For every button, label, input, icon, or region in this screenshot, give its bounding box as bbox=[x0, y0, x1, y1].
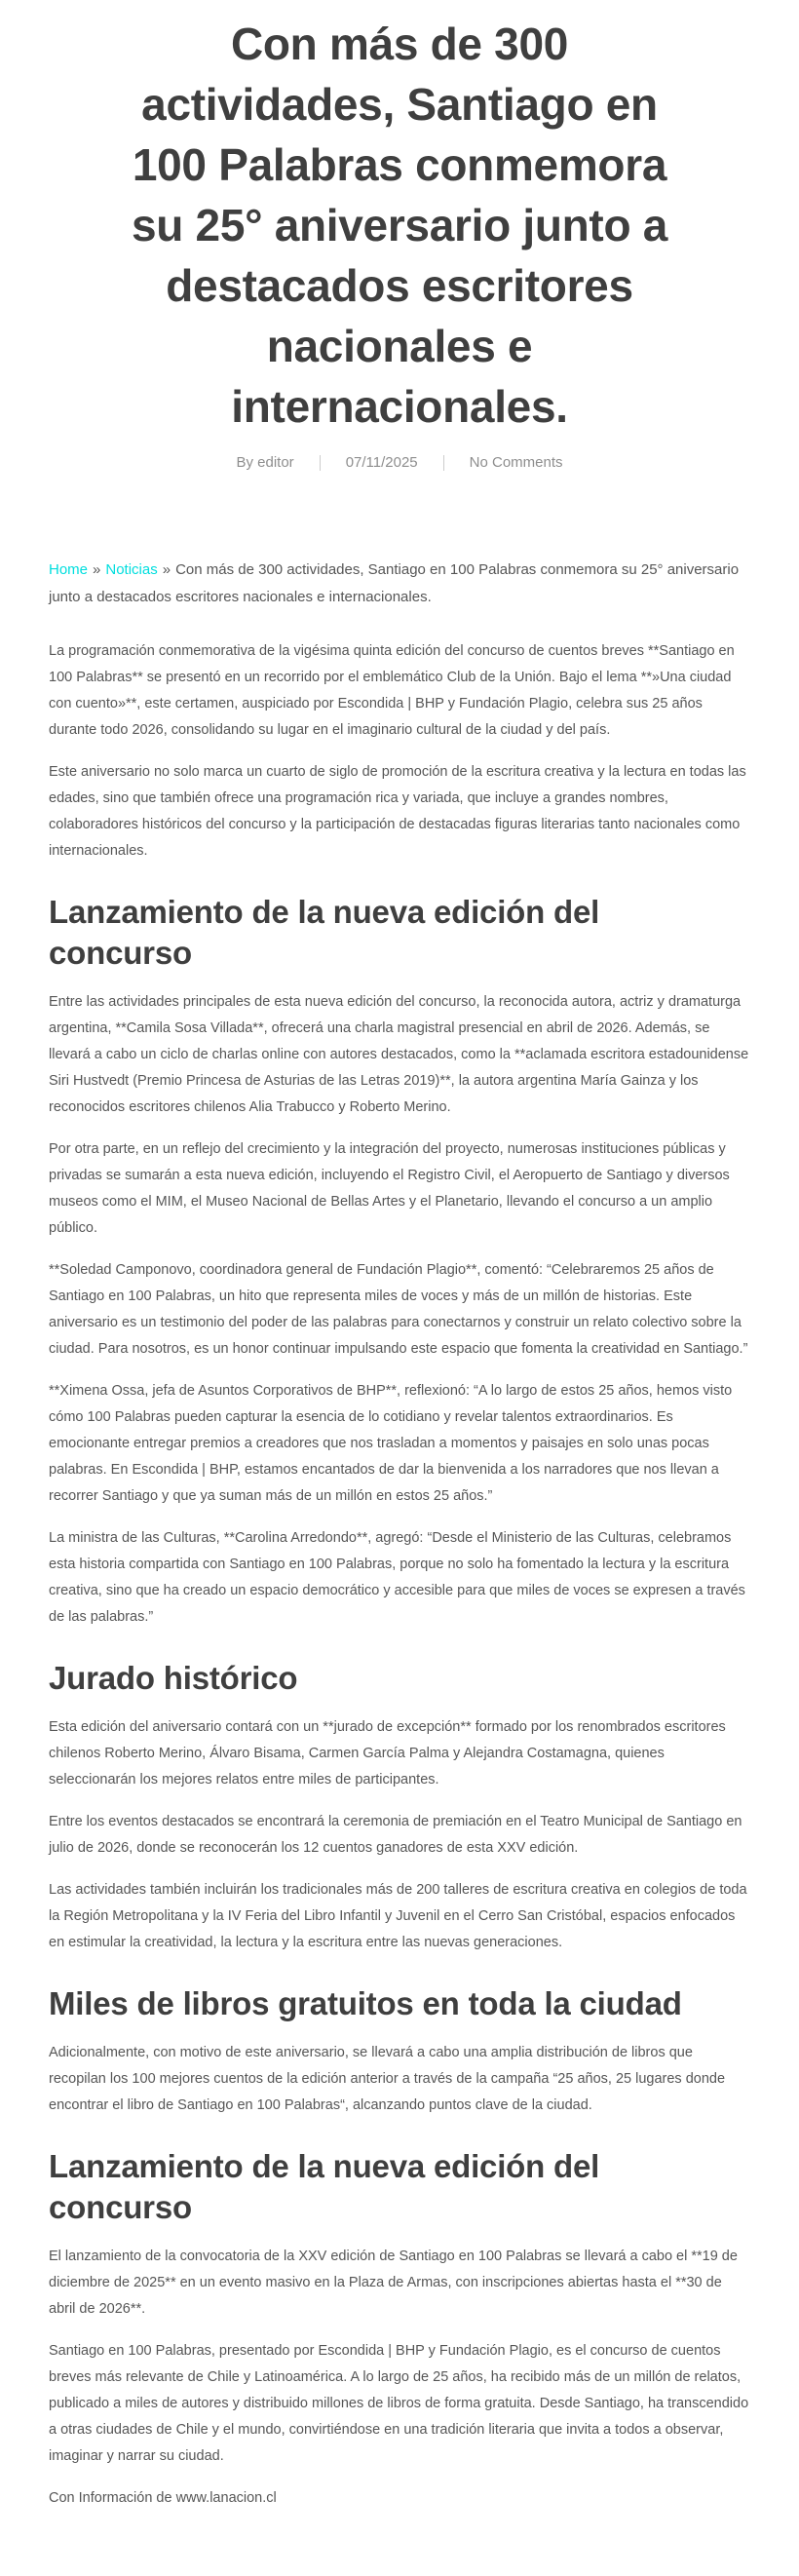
section-heading: Jurado histórico bbox=[49, 1660, 298, 1696]
article-paragraph: Con Información de www.lanacion.cl bbox=[49, 2490, 277, 2506]
article-paragraph: Santiago en 100 Palabras, presentado por Escondida | BHP y Fundación Plagio, es el concurso de cuentos breves más relevante de Chile y Latinoamérica. A lo largo de 25 años, ha recibido más de un millón de relatos, publicado a miles de autores y distribuido millones de libros de forma gratuita. Desde Santiago, ha transcendido a otras ciudades de Chile y el mundo, convirtiéndose en una tradición literaria que invita a todos a observar, imaginar y narrar su ciudad. bbox=[49, 2343, 749, 2464]
article-paragraph: Esta edición del aniversario contará con un **jurado de excepción** formado por los renombrados escritores chilenos Roberto Merino, Álvaro Bisama, Carmen García Palma y Alejandra Costamagna, quienes seleccionarán los mejores relatos entre miles de participantes. bbox=[49, 1719, 726, 1788]
section-heading: Lanzamiento de la nueva edición del concurso bbox=[49, 894, 600, 971]
article-paragraph: La programación conmemorativa de la vigésima quinta edición del concurso de cuentos breves **Santiago en 100 Palabras** se presentó en un recorrido por el emblemático Club de la Unión. Bajo el lema **»Una ciudad con cuento»**, este certamen, auspiciado por Escondida | BHP y Fundación Plagio, celebra sus 25 años durante todo 2026, consolidando su lugar en el imaginario cultural de la ciudad y del país. bbox=[49, 643, 735, 738]
article-body bbox=[49, 638, 750, 2512]
post-title: Con más de 300 actividades, Santiago en 100 Palabras conmemora su 25° aniversario junto a destacados escritores nacionales e internacionales. bbox=[131, 19, 668, 432]
byline-separator bbox=[320, 455, 321, 471]
byline-author-link[interactable]: By editor bbox=[236, 454, 294, 471]
breadcrumb-noticias-link[interactable]: Noticias bbox=[105, 561, 158, 578]
section-heading: Lanzamiento de la nueva edición del concurso bbox=[49, 2148, 600, 2225]
breadcrumb-home-link[interactable]: Home bbox=[49, 561, 89, 578]
byline-date: 07/11/2025 bbox=[345, 454, 418, 471]
article-paragraph: **Ximena Ossa, jefa de Asuntos Corporativos de BHP**, reflexionó: “A lo largo de estos 25 años, hemos visto cómo 100 Palabras pueden capturar la esencia de lo cotidiano y revelar talentos extraordinarios. Es emocionante entregar premios a creadores que nos trasladan a momentos y paisajes en solo unas pocas palabras. En Escondida | BHP, estamos encantados de dar la bienvenida a los narradores que nos llevan a recorrer Santiago y que ya suman más de un millón en estos 25 años.” bbox=[49, 1383, 733, 1504]
article-paragraph: Este aniversario no solo marca un cuarto de siglo de promoción de la escritura creativa y la lectura en todas las edades, sino que también ofrece una programación rica y variada, que incluye a grandes nombres, colaboradores históricos del concurso y la participación de destacadas figuras literarias tanto nacionales como internacionales. bbox=[49, 764, 746, 859]
article-paragraph: Por otra parte, en un reflejo del crecimiento y la integración del proyecto, numerosas instituciones públicas y privadas se sumarán a esta nueva edición, incluyendo el Registro Civil, el Aeropuerto de Santiago y diversos museos como el MIM, el Museo Nacional de Bellas Artes y el Planetario, llevando el concurso a un amplio público. bbox=[49, 1141, 730, 1236]
post-header bbox=[0, 0, 799, 471]
article-paragraph: Entre las actividades principales de esta nueva edición del concurso, la reconocida autora, actriz y dramaturga argentina, **Camila Sosa Villada**, ofrecerá una charla magistral presencial en abril de 2026. Además, se llevará a cabo un ciclo de charlas online con autores destacados, como la **aclamada escritora estadounidense Siri Hustvedt (Premio Princesa de Asturias de las Letras 2019)**, la autora argentina María Gainza y los reconocidos escritores chilenos Alia Trabucco y Roberto Merino. bbox=[49, 994, 749, 1115]
section-heading: Miles de libros gratuitos en toda la ciudad bbox=[49, 1985, 682, 2021]
byline-comments-link[interactable]: No Comments bbox=[469, 454, 563, 471]
article-paragraph: Las actividades también incluirán los tradicionales más de 200 talleres de escritura creativa en colegios de toda la Región Metropolitana y la IV Feria del Libro Infantil y Juvenil en el Cerro San Cristóbal, espacios enfocados en estimular la creatividad, la lectura y la escritura entre las nuevas generaciones. bbox=[49, 1882, 747, 1950]
breadcrumb-separator: » bbox=[93, 561, 101, 578]
breadcrumb-current-page: Con más de 300 actividades, Santiago en 100 Palabras conmemora su 25° aniversario junto a destacados escritores nacionales e internacionales. bbox=[49, 561, 740, 605]
breadcrumb-separator: » bbox=[162, 561, 171, 578]
article-paragraph: Entre los eventos destacados se encontrará la ceremonia de premiación en el Teatro Municipal de Santiago en julio de 2026, donde se reconocerán los 12 cuentos ganadores de esta XXV edición. bbox=[49, 1814, 742, 1856]
article-paragraph: El lanzamiento de la convocatoria de la XXV edición de Santiago en 100 Palabras se llevará a cabo el **19 de diciembre de 2025** en un evento masivo en la Plaza de Armas, con inscripciones abiertas hasta el **30 de abril de 2026**. bbox=[49, 2249, 738, 2317]
article-content bbox=[49, 557, 750, 2512]
byline-separator bbox=[443, 455, 444, 471]
article-paragraph: **Soledad Camponovo, coordinadora general de Fundación Plagio**, comentó: “Celebraremos 25 años de Santiago en 100 Palabras, un hito que representa miles de voces y más de un millón de historias. Este aniversario es un testimonio del poder de las palabras para conectarnos y construir un relato colectivo sobre la ciudad. Para nosotros, es un honor continuar impulsando este espacio que fomenta la creatividad en Santiago.” bbox=[49, 1262, 748, 1357]
breadcrumb bbox=[49, 557, 750, 611]
byline bbox=[0, 454, 799, 471]
article-paragraph: La ministra de las Culturas, **Carolina Arredondo**, agregó: “Desde el Ministerio de las Culturas, celebramos esta historia compartida con Santiago en 100 Palabras, porque no solo ha fomentado la lectura y la escritura creativa, sino que ha creado un espacio democrático y accesible para que miles de voces se expresen a través de las palabras.” bbox=[49, 1530, 745, 1625]
article-paragraph: Adicionalmente, con motivo de este aniversario, se llevará a cabo una amplia distribución de libros que recopilan los 100 mejores cuentos de la edición anterior a través de la campaña “25 años, 25 lugares donde encontrar el libro de Santiago en 100 Palabras“, alcanzando puntos clave de la ciudad. bbox=[49, 2045, 726, 2113]
